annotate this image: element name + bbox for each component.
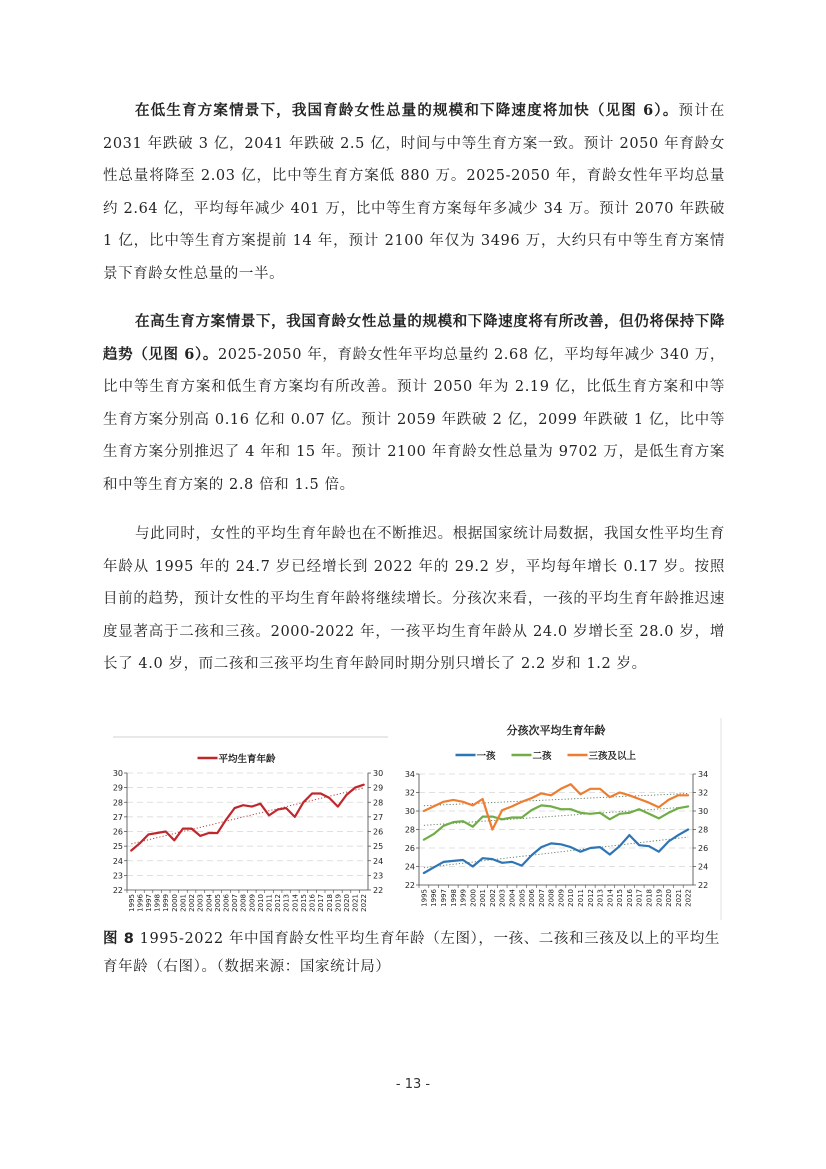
y-tick-label-right: 25	[373, 842, 384, 852]
x-tick-label: 2016	[625, 889, 634, 907]
x-tick-label: 2021	[351, 894, 360, 912]
y-tick-label-right: 28	[698, 825, 709, 835]
paragraph-high-fertility	[103, 306, 725, 501]
x-tick-label: 2015	[616, 889, 625, 907]
paragraph-body: 预计在 2031 年跌破 3 亿，2041 年跌破 2.5 亿，时间与中等生育方案一致。预计 2050 年育龄女性总量将降至 2.03 亿，比中等生育方案低 880 万。2025-2050 年，育龄女性年平均总量约 2.64 亿，平均每年减少 401 万，比中等生育方案每年多减少 34 万。预计 2070 年跌破 1 亿，比中等生育方案提前 14 年，预计 2100 年仅为 3496 万，大约只有中等生育方案情景下育龄女性总量的一半。	[103, 103, 725, 282]
trendline-0	[424, 837, 688, 868]
x-tick-label: 2003	[498, 889, 507, 907]
y-tick-label-right: 26	[698, 844, 709, 853]
y-tick-label-right: 23	[373, 871, 384, 881]
x-tick-label: 1997	[439, 889, 448, 907]
legend-label: 二孩	[532, 751, 552, 762]
x-tick-label: 2007	[231, 894, 240, 912]
trendline-2	[424, 793, 688, 805]
figure-caption-text: 1995-2022 年中国育龄女性平均生育年龄（左图），一孩、二孩和三孩及以上的平均生育年龄（右图）。（数据来源：国家统计局）	[103, 931, 721, 975]
x-tick-label: 1995	[420, 889, 429, 907]
y-tick-label-right: 32	[698, 788, 709, 798]
paragraph-lead: 在低生育方案情景下，我国育龄女性总量的规模和下降速度将加快（见图 6）。	[135, 102, 679, 119]
x-tick-label: 1996	[430, 889, 439, 907]
x-tick-label: 2008	[239, 894, 248, 912]
y-tick-label-left: 23	[113, 871, 123, 881]
x-tick-label: 2001	[179, 894, 188, 912]
x-tick-label: 1998	[153, 894, 162, 912]
y-tick-label-left: 27	[113, 812, 123, 822]
y-tick-label-left: 28	[405, 825, 415, 835]
y-tick-label-left: 28	[113, 798, 123, 808]
x-tick-label: 2015	[299, 894, 308, 912]
x-tick-label: 2009	[557, 889, 566, 907]
y-tick-label-right: 34	[698, 770, 709, 779]
y-tick-label-right: 22	[373, 886, 384, 895]
x-tick-label: 2005	[213, 894, 222, 912]
y-tick-label-left: 26	[405, 844, 415, 853]
y-tick-label-right: 28	[373, 798, 384, 808]
x-tick-label: 2007	[537, 889, 546, 907]
y-tick-label-left: 25	[113, 842, 123, 852]
x-tick-label: 2001	[479, 889, 488, 907]
x-tick-label: 2017	[317, 894, 326, 912]
x-tick-label: 2002	[488, 889, 497, 907]
x-tick-label: 2019	[334, 894, 343, 912]
y-tick-label-right: 29	[373, 783, 384, 793]
legend-label: 平均生育年龄	[218, 754, 276, 765]
x-tick-label: 2002	[188, 894, 197, 912]
y-tick-label-left: 32	[405, 788, 415, 798]
y-tick-label-left: 30	[405, 807, 415, 816]
chart-average-birth-age	[113, 735, 403, 920]
x-tick-label: 2006	[528, 889, 537, 907]
x-tick-label: 2006	[222, 894, 231, 912]
x-tick-label: 2022	[360, 894, 369, 912]
x-tick-label: 2016	[308, 894, 317, 912]
y-tick-label-left: 26	[113, 827, 123, 837]
page-number: - 13 -	[395, 1077, 431, 1092]
paragraph-low-fertility	[103, 95, 725, 290]
paragraph-lead: 在高生育方案情景下，我国育龄女性总量的规模和下降速度将有所改善，但仍将保持下降趋势（见图 6）。	[103, 313, 725, 363]
y-tick-label-left: 24	[113, 856, 123, 866]
x-tick-label: 2011	[576, 889, 585, 907]
paragraph-body: 2025-2050 年，育龄女性年平均总量约 2.68 亿，平均每年减少 340 万，比中等生育方案和低生育方案均有所改善。预计 2050 年为 2.19 亿，比低生育方案和中等生育方案分别高 0.16 亿和 0.07 亿。预计 2059 年跌破 2 亿，2099 年跌破 1 亿，比中等生育方案分别推迟了 4 年和 15 年。预计 2100 年育龄女性总量为 9702 万，是低生育方案和中等生育方案的 2.8 倍和 1.5 倍。	[103, 346, 725, 493]
x-tick-label: 2020	[342, 894, 351, 912]
y-tick-label-left: 22	[113, 886, 123, 895]
x-tick-label: 2004	[205, 894, 214, 912]
y-tick-label-right: 24	[373, 856, 384, 866]
legend-label: 一孩	[476, 751, 496, 762]
x-tick-label: 2000	[469, 889, 478, 907]
paragraph-birth-age	[103, 518, 725, 681]
x-tick-label: 2004	[508, 889, 517, 907]
series-line-1	[424, 805, 688, 839]
x-tick-label: 2019	[655, 889, 664, 907]
y-tick-label-right: 27	[373, 812, 384, 822]
x-tick-label: 2010	[567, 889, 576, 907]
x-tick-label: 2013	[282, 894, 291, 912]
x-tick-label: 2018	[645, 889, 654, 907]
paragraph-body: 与此同时，女性的平均生育年龄也在不断推迟。根据国家统计局数据，我国女性平均生育年龄从 1995 年的 24.7 岁已经增长到 2022 年的 29.2 岁，平均每年增长 0.17 岁。按照目前的趋势，预计女性的平均生育年龄将继续增长。分孩次来看，一孩的平均生育年龄推迟速度显著高于二孩和三孩。2000-2022 年，一孩平均生育年龄从 24.0 岁增长至 28.0 岁，增长了 4.0 岁，而二孩和三孩平均生育年龄同时期分别只增长了 2.2 岁和 1.2 岁。	[103, 526, 725, 672]
y-tick-label-right: 26	[373, 827, 384, 837]
x-tick-label: 2008	[547, 889, 556, 907]
x-tick-label: 2000	[170, 894, 179, 912]
x-tick-label: 2020	[665, 889, 674, 907]
x-tick-label: 1995	[127, 894, 136, 912]
y-tick-label-left: 34	[405, 770, 415, 779]
y-tick-label-right: 30	[373, 769, 384, 778]
x-tick-label: 2012	[586, 889, 595, 907]
x-tick-label: 1996	[136, 894, 145, 912]
x-tick-label: 1997	[145, 894, 154, 912]
x-tick-label: 1999	[162, 894, 171, 912]
y-tick-label-right: 24	[698, 862, 709, 872]
x-tick-label: 2003	[196, 894, 205, 912]
x-tick-label: 2014	[291, 894, 300, 912]
x-tick-label: 2018	[325, 894, 334, 912]
series-line-0	[131, 785, 363, 851]
trendline-0	[131, 788, 363, 844]
figure-caption	[103, 925, 725, 981]
chart-birth-age-by-order	[405, 718, 723, 920]
y-tick-label-right: 30	[698, 807, 709, 816]
x-tick-label: 2022	[684, 889, 693, 907]
y-tick-label-left: 24	[405, 862, 415, 872]
y-tick-label-left: 30	[113, 769, 123, 778]
legend-label: 三孩及以上	[588, 751, 637, 762]
x-tick-label: 2005	[518, 889, 527, 907]
x-tick-label: 2014	[606, 889, 615, 907]
x-tick-label: 2009	[248, 894, 257, 912]
x-tick-label: 1998	[449, 889, 458, 907]
y-tick-label-left: 22	[405, 881, 415, 890]
y-tick-label-left: 29	[113, 783, 123, 793]
x-tick-label: 1999	[459, 889, 468, 907]
x-tick-label: 2012	[274, 894, 283, 912]
y-tick-label-right: 22	[698, 881, 709, 890]
x-tick-label: 2013	[596, 889, 605, 907]
x-tick-label: 2017	[635, 889, 644, 907]
x-tick-label: 2011	[265, 894, 274, 912]
x-tick-label: 2021	[674, 889, 683, 907]
figure-label: 图 8	[103, 931, 135, 947]
chart-title: 分孩次平均生育年龄	[506, 724, 606, 737]
x-tick-label: 2010	[256, 894, 265, 912]
